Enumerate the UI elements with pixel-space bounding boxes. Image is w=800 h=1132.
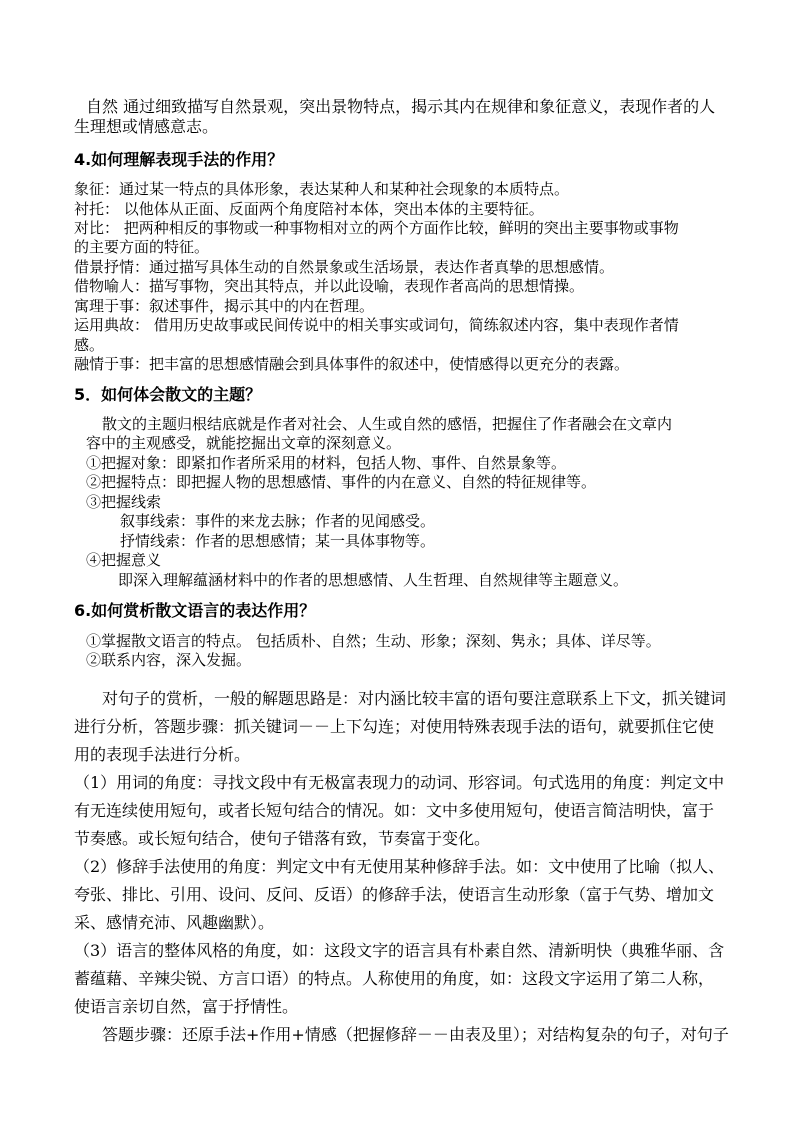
section-6-body-line: 夸张、排比、引用、设问、反问、反语）的修辞手法，使语言生动形象（富于气势、增加文 [74, 885, 715, 904]
section-5-line: 容中的主观感受，就能挖掘出文章的深刻意义。 [86, 434, 402, 452]
section-4-line: 象征：通过某一特点的具体形象，表达某种人和某种社会现象的本质特点。 [74, 180, 570, 198]
section-5-line: ④把握意义 [86, 551, 162, 569]
section-5-line: ③把握线索 [86, 493, 162, 511]
section-6-heading: 6.如何赏析散文语言的表达作用？ [74, 601, 316, 620]
section-6-body-line: （3）语言的整体风格的角度，如：这段文字的语言具有朴素自然、清新明快（典雅华丽、含 [74, 941, 725, 960]
section-4-line: 借物喻人：描写事物，突出其特点，并以此设喻，表现作者高尚的思想情操。 [74, 277, 585, 295]
section-6-body-line: 有无连续使用短句，或者长短句结合的情况。如：文中多使用短句，使语言简洁明快，富于 [74, 801, 715, 820]
section-4-line: 寓理于事：叙述事件，揭示其中的内在哲理。 [74, 297, 375, 315]
section-6-body-line: （1）用词的角度：寻找文段中有无极富表现力的动词、形容词。句式选用的角度：判定文中 [74, 773, 725, 792]
intro-line-1: 自然 通过细致描写自然景观，突出景物特点，揭示其内在规律和象征意义，表现作者的人 [86, 97, 716, 116]
section-4-line: 融情于事：把丰富的思想感情融会到具体事件的叙述中，使情感得以更充分的表露。 [74, 355, 630, 373]
section-6-body-line: 蓄蕴藉、辛辣尖锐、方言口语）的特点。人称使用的角度，如：这段文字运用了第二人称， [74, 969, 715, 988]
section-5-heading: 5．如何体会散文的主题？ [74, 385, 262, 404]
section-4-line: 感。 [74, 336, 105, 354]
section-6-body-line: 进行分析，答题步骤：抓关键词－－上下勾连；对使用特殊表现手法的语句，就要抓住它使 [74, 717, 715, 736]
section-5-line: 即深入理解蕴涵材料中的作者的思想感情、人生哲理、自然规律等主题意义。 [118, 571, 629, 589]
section-5-line: 叙事线索：事件的来龙去脉；作者的见闻感受。 [120, 512, 436, 530]
section-6-body-line: （2）修辞手法使用的角度：判定文中有无使用某种修辞手法。如：文中使用了比喻（拟人、 [74, 857, 725, 876]
section-5-line: 抒情线索：作者的思想感情；某一具体事物等。 [120, 532, 436, 550]
section-4-line: 借景抒情：通过描写具体生动的自然景象或生活场景，表达作者真挚的思想感情。 [74, 258, 615, 276]
section-6-body-line: 答题步骤：还原手法+作用+情感（把握修辞－－由表及里）；对结构复杂的句子，对句子 [102, 1025, 729, 1044]
section-6-body-line: 用的表现手法进行分析。 [74, 745, 251, 764]
section-4-heading: 4.如何理解表现手法的作用？ [74, 150, 284, 169]
section-6-body-line: 使语言亲切自然，富于抒情性。 [74, 997, 299, 1016]
section-6-body-line: 对句子的赏析，一般的解题思路是：对内涵比较丰富的语句要注意联系上下文，抓关键词 [102, 689, 727, 708]
section-6-line: ①掌握散文语言的特点。 包括质朴、自然；生动、形象；深刻、隽永；具体、详尽等。 [86, 632, 661, 650]
section-4-line: 对比： 把两种相反的事物或一种事物相对立的两个方面作比较，鲜明的突出主要事物或事物 [74, 219, 679, 237]
section-6-body-line: 采、感情充沛、风趣幽默）。 [74, 913, 275, 932]
section-5-line: ①把握对象：即紧扣作者所采用的材料，包括人物、事件、自然景象等。 [86, 454, 567, 472]
section-6-line: ②联系内容，深入发掘。 [86, 651, 252, 669]
section-4-line: 衬托： 以他体从正面、反面两个角度陪衬本体，突出本体的主要特征。 [74, 200, 544, 218]
section-4-line: 的主要方面的特征。 [74, 238, 210, 256]
section-4-line: 运用典故： 借用历史故事或民间传说中的相关事实或词句，简练叙述内容，集中表现作者情 [74, 316, 679, 334]
section-5-line: 散文的主题归根结底就是作者对社会、人生或自然的感悟，把握住了作者融会在文章内 [102, 415, 673, 433]
section-5-line: ②把握特点：即把握人物的思想感情、事件的内在意义、自然的特征规律等。 [86, 473, 597, 491]
section-6-body-line: 节奏感。或长短句结合，使句子错落有致，节奏富于变化。 [74, 829, 491, 848]
intro-line-2: 生理想或情感意志。 [74, 117, 219, 136]
